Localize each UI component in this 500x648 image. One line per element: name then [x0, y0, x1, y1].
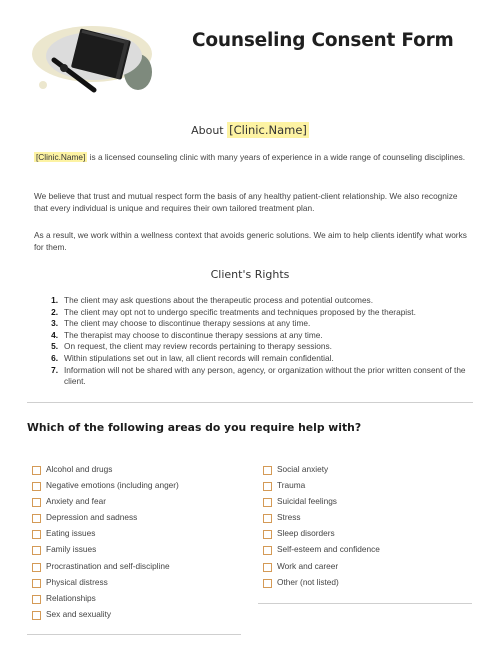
help-option-label: Trauma — [277, 480, 306, 491]
help-options-left — [32, 464, 242, 625]
help-option[interactable] — [263, 544, 473, 560]
checkbox[interactable] — [263, 579, 272, 588]
checkbox[interactable] — [32, 482, 41, 491]
section-divider — [27, 402, 473, 403]
help-option[interactable] — [32, 544, 242, 560]
help-option[interactable] — [32, 480, 242, 496]
help-option[interactable] — [263, 577, 473, 593]
help-option-label: Social anxiety — [277, 464, 329, 474]
clinic-name-placeholder: [Clinic.Name] — [229, 123, 307, 137]
help-option-label: Self-esteem and confidence — [277, 544, 380, 555]
clinic-name-inline-placeholder: [Clinic.Name] — [36, 152, 86, 162]
rights-item — [46, 307, 466, 319]
checkbox[interactable] — [32, 514, 41, 523]
help-option-label: Family issues — [46, 544, 97, 555]
rights-item-text: Within stipulations set out in law, all client records will remain confidential. — [64, 352, 334, 363]
help-option[interactable] — [263, 496, 473, 512]
checkbox[interactable] — [32, 546, 41, 555]
page-title: Counseling Consent Form — [192, 30, 454, 51]
help-option-label: Physical distress — [46, 576, 108, 587]
help-option[interactable] — [32, 577, 242, 593]
help-option[interactable] — [32, 464, 242, 480]
checkbox[interactable] — [32, 579, 41, 588]
rights-heading: Client's Rights — [210, 268, 290, 281]
help-option-label: Depression and sadness — [46, 512, 138, 523]
checkbox[interactable] — [263, 530, 272, 539]
rights-item — [46, 330, 466, 342]
help-option[interactable] — [32, 561, 242, 577]
rights-item-text: The client may ask questions about the therapeutic process and potential outcomes. — [64, 295, 374, 305]
help-option-label: Work and career — [277, 560, 339, 571]
about-paragraph-1 — [34, 152, 468, 164]
about-prefix: About — [191, 124, 224, 137]
checkbox[interactable] — [32, 498, 41, 507]
rights-item-text: The client may opt not to undergo specific treatments and techniques proposed by the therapist. — [64, 306, 416, 317]
about-paragraph-1-text: is a licensed counseling clinic with many years of experience in a wide range of counseling disciplines. — [87, 152, 466, 162]
checkbox[interactable] — [263, 514, 272, 523]
about-paragraph-2: We believe that trust and mutual respect form the basis of any healthy patient-client relationship. We also recognize that every individual is unique and requires their own tailored treatment plan. — [34, 191, 458, 213]
checkbox[interactable] — [263, 563, 272, 572]
help-option-label: Eating issues — [46, 528, 96, 539]
help-option[interactable] — [32, 609, 242, 625]
help-option-label: Other (not listed) — [277, 576, 339, 587]
checkbox[interactable] — [263, 546, 272, 555]
checkbox[interactable] — [263, 466, 272, 475]
help-option-label: Negative emotions (including anger) — [46, 480, 179, 491]
rights-item — [46, 295, 466, 307]
rights-item-text: Information will not be shared with any person, agency, or organization without the prior written consent of the client. — [64, 364, 466, 387]
help-option[interactable] — [263, 464, 473, 480]
rights-item — [46, 365, 466, 388]
help-option-label: Sex and sexuality — [46, 608, 112, 619]
rights-item-text: The client may choose to discontinue therapy sessions at any time. — [64, 318, 311, 329]
rights-item-number: 1. — [51, 295, 58, 305]
checkbox[interactable] — [263, 482, 272, 491]
rights-item-number: 3. — [51, 318, 58, 329]
help-option[interactable] — [263, 528, 473, 544]
checkbox[interactable] — [32, 530, 41, 539]
rights-item — [46, 341, 466, 353]
help-option-label: Procrastination and self-discipline — [46, 560, 170, 571]
notebook-and-pen-icon — [30, 20, 160, 98]
rights-item — [46, 318, 466, 330]
help-option-label: Relationships — [46, 592, 96, 603]
checkbox[interactable] — [32, 466, 41, 475]
help-option[interactable] — [32, 512, 242, 528]
left-column-divider — [27, 634, 241, 635]
help-option-label: Stress — [277, 512, 301, 523]
checkbox[interactable] — [263, 498, 272, 507]
rights-item-text: On request, the client may review records pertaining to therapy sessions. — [64, 341, 332, 352]
help-option[interactable] — [32, 496, 242, 512]
help-option-label: Suicidal feelings — [277, 496, 337, 507]
help-option[interactable] — [32, 593, 242, 609]
rights-item-number: 4. — [51, 329, 58, 340]
help-options-right — [263, 464, 473, 593]
rights-item-number: 6. — [51, 352, 58, 363]
help-option[interactable] — [263, 512, 473, 528]
help-option[interactable] — [32, 528, 242, 544]
help-option-label: Sleep disorders — [277, 528, 335, 539]
help-option[interactable] — [263, 480, 473, 496]
checkbox[interactable] — [32, 563, 41, 572]
rights-item-text: The therapist may choose to discontinue therapy sessions at any time. — [64, 329, 323, 340]
about-heading — [0, 123, 500, 137]
rights-item-number: 2. — [51, 306, 58, 317]
help-heading: Which of the following areas do you require help with? — [27, 421, 362, 434]
rights-item — [46, 353, 466, 365]
checkbox[interactable] — [32, 611, 41, 620]
rights-item-number: 7. — [51, 364, 58, 375]
checkbox[interactable] — [32, 595, 41, 604]
help-option-label: Anxiety and fear — [46, 496, 106, 507]
help-option-label: Alcohol and drugs — [46, 464, 113, 474]
rights-item-number: 5. — [51, 341, 58, 352]
about-paragraph-3: As a result, we work within a wellness context that avoids generic solutions. We aim to help clients identify what works for them. — [34, 230, 467, 252]
right-column-divider — [258, 603, 472, 604]
rights-list — [46, 295, 466, 388]
help-option[interactable] — [263, 561, 473, 577]
